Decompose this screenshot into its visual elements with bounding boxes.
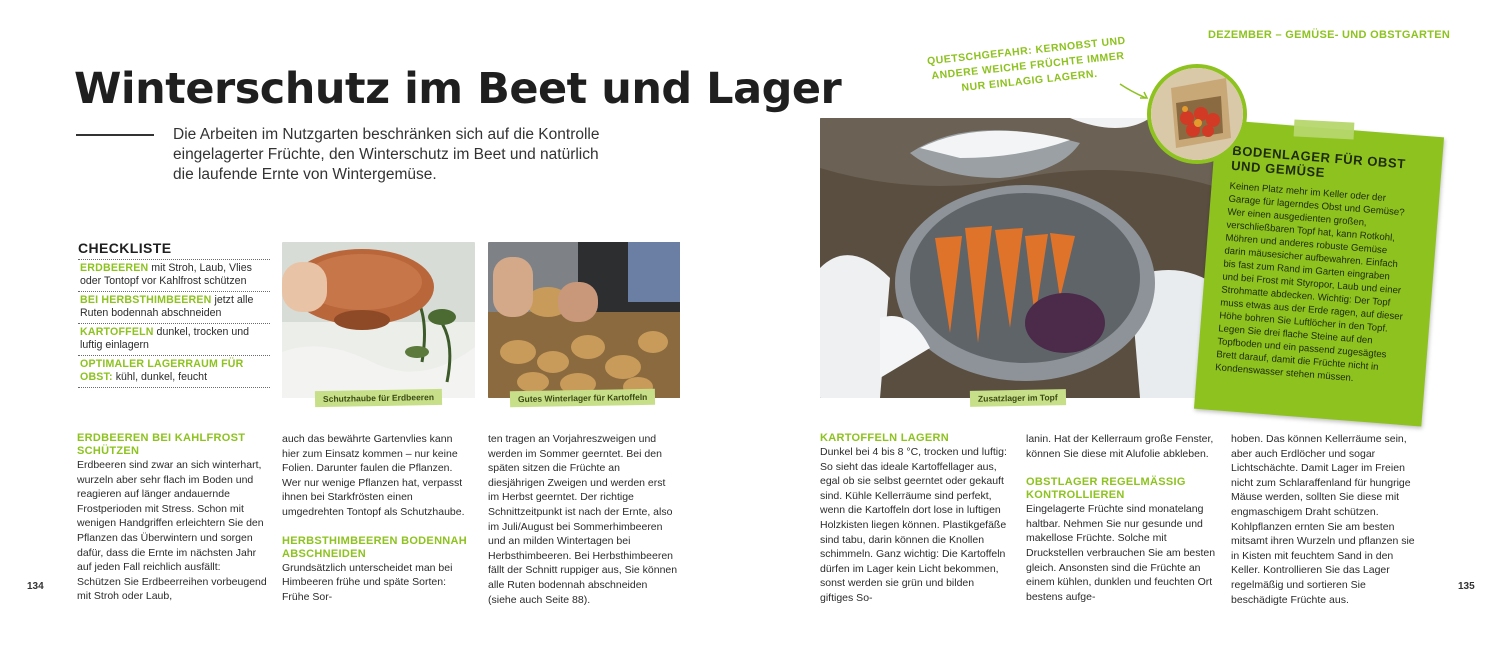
title-rule <box>76 134 154 136</box>
checklist-heading: CHECKLISTE <box>78 240 172 256</box>
paragraph: hoben. Das können Kellerräume sein, aber auch Erdlöcher und sogar Lichtschächte. Damit Lager im Freien nicht zum Schlaraffenland für hungrige Mäuse werden, sollten Sie diese mit engmaschigem Draht schützen. Kohlpflanzen ernten Sie am besten mitsamt ihren Wurzeln und pflanzen sie in Kisten mit feuchtem Sand in den Keller. Kontrollieren Sie das Lager regelmäßig und sortieren Sie beschädigte Früchte aus. <box>1231 433 1415 606</box>
intro-text: Die Arbeiten im Nutzgarten beschränken sich auf die Kontrolle eingelagerter Früchte, den Winterschutz im Beet und natürlich die laufende Ernte von Wintergemüse. <box>173 126 600 183</box>
left-column-2 <box>282 432 472 604</box>
paragraph: Dunkel bei 4 bis 8 °C, trocken und luftig: So sieht das ideale Kartoffellager aus, egal ob sie selbst geerntet oder gekauft sind. Kühle Kellerräume sind perfekt, wenn die Kartoffeln dort lose in luftigen Holzkisten liegen können. Plastikgefäße sind tabu, darin können die Knollen schimmeln. Ganz wichtig: Die Kartoffeln dürfen im Lager kein Licht bekommen, sonst werden sie grün und bilden giftiges So- <box>820 446 1007 604</box>
page-number-right: 135 <box>1458 581 1475 592</box>
heading-raspberry: HERBSTHIMBEEREN BODENNAH ABSCHNEIDEN <box>282 534 468 560</box>
info-box <box>1194 120 1444 427</box>
checklist-keyword: ERDBEEREN <box>80 262 149 274</box>
paragraph: Erdbeeren sind zwar an sich winterhart, wurzeln aber sehr flach im Boden und reagieren auf länger andauernde Frostperioden mit Stress. Schon mit wenigen Handgriffen erleichtern Sie den Pflanzen das Überwintern und sorgen dafür, dass die Ernte im nächsten Jahr auf jeden Fall reichlich ausfällt: Schützen Sie Erdbeerreihen vorbeugend mit Stroh oder Laub, <box>77 459 267 603</box>
checklist-keyword: KARTOFFELN <box>80 326 154 338</box>
caption-pot: Zusatzlager im Topf <box>970 389 1066 407</box>
heading-strawberry: ERDBEEREN BEI KAHLFROST SCHÜTZEN <box>77 432 246 457</box>
storage-tip: QUETSCHGEFAHR: KERNOBST UND ANDERE WEICHE FRÜCHTE IMMER NUR EINLAGIG LAGERN. <box>926 34 1127 95</box>
checklist-item <box>78 355 270 388</box>
paragraph: ten tragen an Vorjahreszweigen und werden im Sommer geerntet. Bei den späten sitzen die Früchte an diesjährigen Zweigen und werden erst im Herbst geerntet. Der richtige Schnittzeitpunkt ist nach der Ernte, also im Juli/August bei Sommerhimbeeren und an milden Wintertagen bei Herbsthimbeeren. Bei Herbsthimbeeren fällt der Schnitt ruppiger aus, Sie können alle Ruten bodennah abschneiden (siehe auch Seite 88). <box>488 433 678 606</box>
page-title: Winterschutz im Beet und Lager <box>74 64 842 114</box>
info-box-text: Keinen Platz mehr im Keller oder der Garage für lagerndes Obst und Gemüse? Wer einen ausgedienten großen, verschließbaren Topf hat, kann Rotkohl, Möhren und anderes robuste Gemüse darin mäusesicher aufbewahren. Einfach bis fast zum Rand im Garten eingraben und bei Frost mit Styropor, Laub und einer Strohmatte abdecken. Wichtig: Der Topf muss etwas aus der Erde ragen, auf dieser Höhe bohren Sie Luftlöcher in den Topf. Legen Sie drei flache Steine auf den Topfboden und ein passend zugesägtes Brett darauf, damit die Früchte nicht in Kondenswasser stehen müssen. <box>1214 180 1405 385</box>
checklist-keyword: BEI HERBSTHIMBEEREN <box>80 294 212 306</box>
checklist-text: mit Stroh, Laub, Vlies oder Tontopf vor Kahlfrost schützen <box>80 262 252 287</box>
apple-box-photo <box>1147 64 1247 164</box>
checklist <box>78 240 270 388</box>
paragraph: auch das bewährte Gartenvlies kann hier zum Einsatz kommen – nur keine Folien. Darunter faulen die Pflanzen. Wer nur wenige Pflanzen hat, verpasst ihnen bei Starkfrösten einen umgedrehten Tontopf als Schutzhaube. <box>282 433 465 518</box>
checklist-item <box>78 323 270 355</box>
section-label: DEZEMBER – GEMÜSE- UND OBSTGARTEN <box>1208 29 1451 41</box>
left-column-1 <box>77 432 267 604</box>
right-column-1 <box>820 432 1010 606</box>
paragraph: lanin. Hat der Kellerraum große Fenster, können Sie diese mit Alufolie abkleben. <box>1026 433 1214 460</box>
left-column-3 <box>488 432 678 607</box>
checklist-keyword: OPTIMALER LAGERRAUM FÜR OBST: <box>80 358 244 383</box>
checklist-text: jetzt alle Ruten bodennah abschneiden <box>80 294 254 319</box>
checklist-text: kühl, dunkel, feucht <box>112 371 208 383</box>
checklist-text: dunkel, trocken und luftig einlagern <box>80 326 250 351</box>
paragraph: Grundsätzlich unterscheidet man bei Himbeeren frühe und späte Sorten: Frühe Sor- <box>282 561 453 603</box>
info-box-title: BODENLAGER FÜR OBST UND GEMÜSE <box>1230 142 1407 181</box>
checklist-item <box>78 259 270 291</box>
heading-fruit-storage: OBSTLAGER REGELMÄSSIG KONTROLLIEREN <box>1026 476 1186 502</box>
tape-strip <box>1294 119 1355 139</box>
caption-potato: Gutes Winterlager für Kartoffeln <box>510 389 656 408</box>
potato-photo <box>488 242 680 398</box>
pot-photo <box>820 118 1220 398</box>
arrow-icon <box>1118 80 1150 102</box>
checklist-item <box>78 291 270 323</box>
paragraph: Eingelagerte Früchte sind monatelang haltbar. Nehmen Sie nur gesunde und makellose Früchte. Solche mit Druckstellen verbrauchen Sie am besten gleich. Ansonsten sind die Früchte an einem kühlen, dunklen und feuchten Ort bestens aufge- <box>1026 503 1216 603</box>
heading-potatoes: KARTOFFELN LAGERN <box>820 432 949 444</box>
strawberry-photo <box>282 242 475 398</box>
caption-strawberry: Schutzhaube für Erdbeeren <box>315 389 442 407</box>
right-column-2 <box>1026 432 1216 604</box>
right-column-3 <box>1231 432 1421 607</box>
page-number-left: 134 <box>27 581 44 592</box>
